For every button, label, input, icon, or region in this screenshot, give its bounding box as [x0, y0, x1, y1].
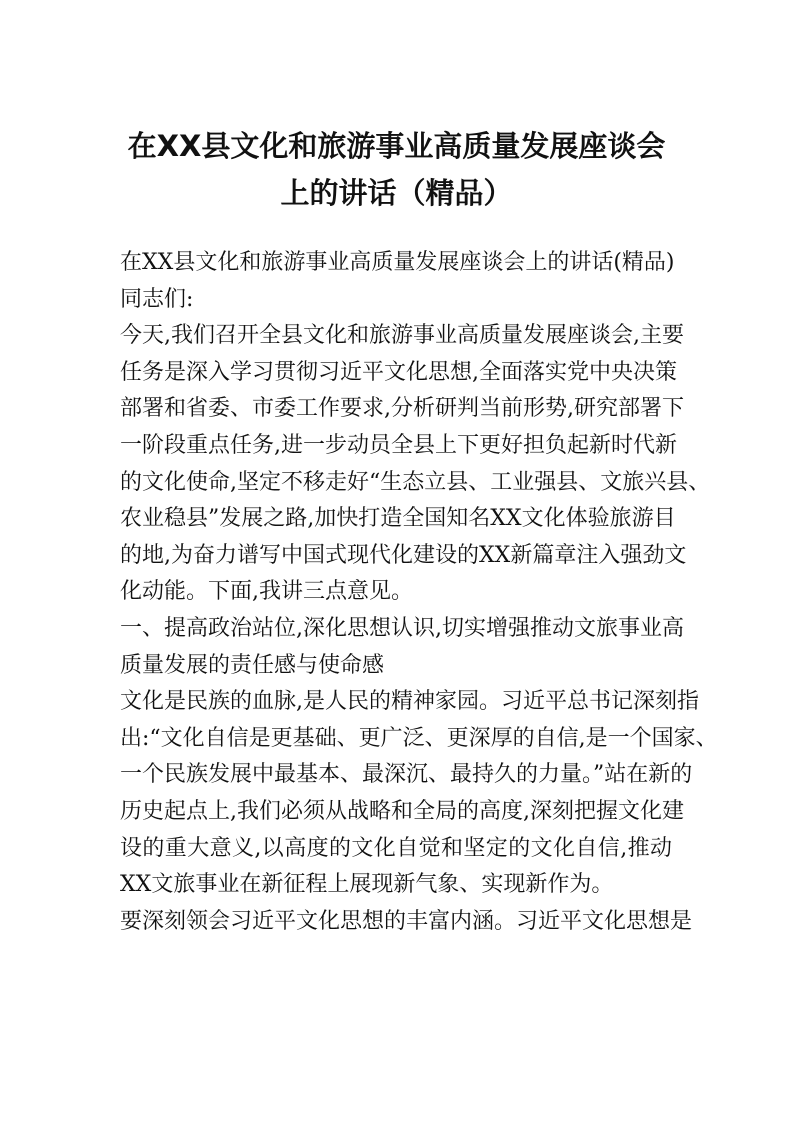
body-text-line: 出:“文化自信是更基础、更广泛、更深厚的自信,是一个国家、 — [120, 725, 718, 751]
body-text-line: 的地,为奋力谱写中国式现代化建设的XX新篇章注入强劲文 — [120, 542, 687, 568]
body-text-line: 设的重大意义,以高度的文化自觉和坚定的文化自信,推动 — [120, 835, 672, 861]
body-text-line: 一个民族发展中最基本、最深沉、最持久的力量。”站在新的 — [120, 762, 693, 788]
body-text-line: 农业稳县”发展之路,加快打造全国知名XX文化体验旅游目 — [120, 506, 676, 532]
body-text-line: 部署和省委、市委工作要求,分析研判当前形势,研究部署下 — [120, 396, 684, 422]
document-title-line-2: 上的讲话（精品） — [280, 176, 513, 210]
body-text-line: XX文旅事业在新征程上展现新气象、实现新作为。 — [120, 872, 614, 898]
body-text-line: 任务是深入学习贯彻习近平文化思想,全面落实党中央决策 — [120, 359, 677, 385]
document-title-line-1: 在XX县文化和旅游事业高质量发展座谈会 — [127, 129, 666, 163]
body-text-line: 文化是民族的血脉,是人民的精神家园。习近平总书记深刻指 — [120, 689, 699, 715]
body-text-line: 质量发展的责任感与使命感 — [120, 652, 385, 678]
body-text-line: 在XX县文化和旅游事业高质量发展座谈会上的讲话(精品) — [120, 250, 675, 275]
body-text-line: 化动能。下面,我讲三点意见。 — [120, 579, 413, 605]
body-text-line: 历史起点上,我们必须从战略和全局的高度,深刻把握文化建 — [120, 799, 684, 824]
body-text-line: 一、提高政治站位,深化思想认识,切实增强推动文旅事业高 — [120, 616, 684, 641]
body-text-line: 今天,我们召开全县文化和旅游事业高质量发展座谈会,主要 — [120, 323, 684, 349]
body-text-line: 要深刻领会习近平文化思想的丰富内涵。习近平文化思想是 — [120, 908, 693, 934]
body-text-line: 一阶段重点任务,进一步动员全县上下更好担负起新时代新 — [120, 433, 677, 458]
body-text-line: 的文化使命,坚定不移走好“生态立县、工业强县、文旅兴县、 — [120, 469, 711, 495]
body-text-line: 同志们: — [120, 286, 194, 312]
